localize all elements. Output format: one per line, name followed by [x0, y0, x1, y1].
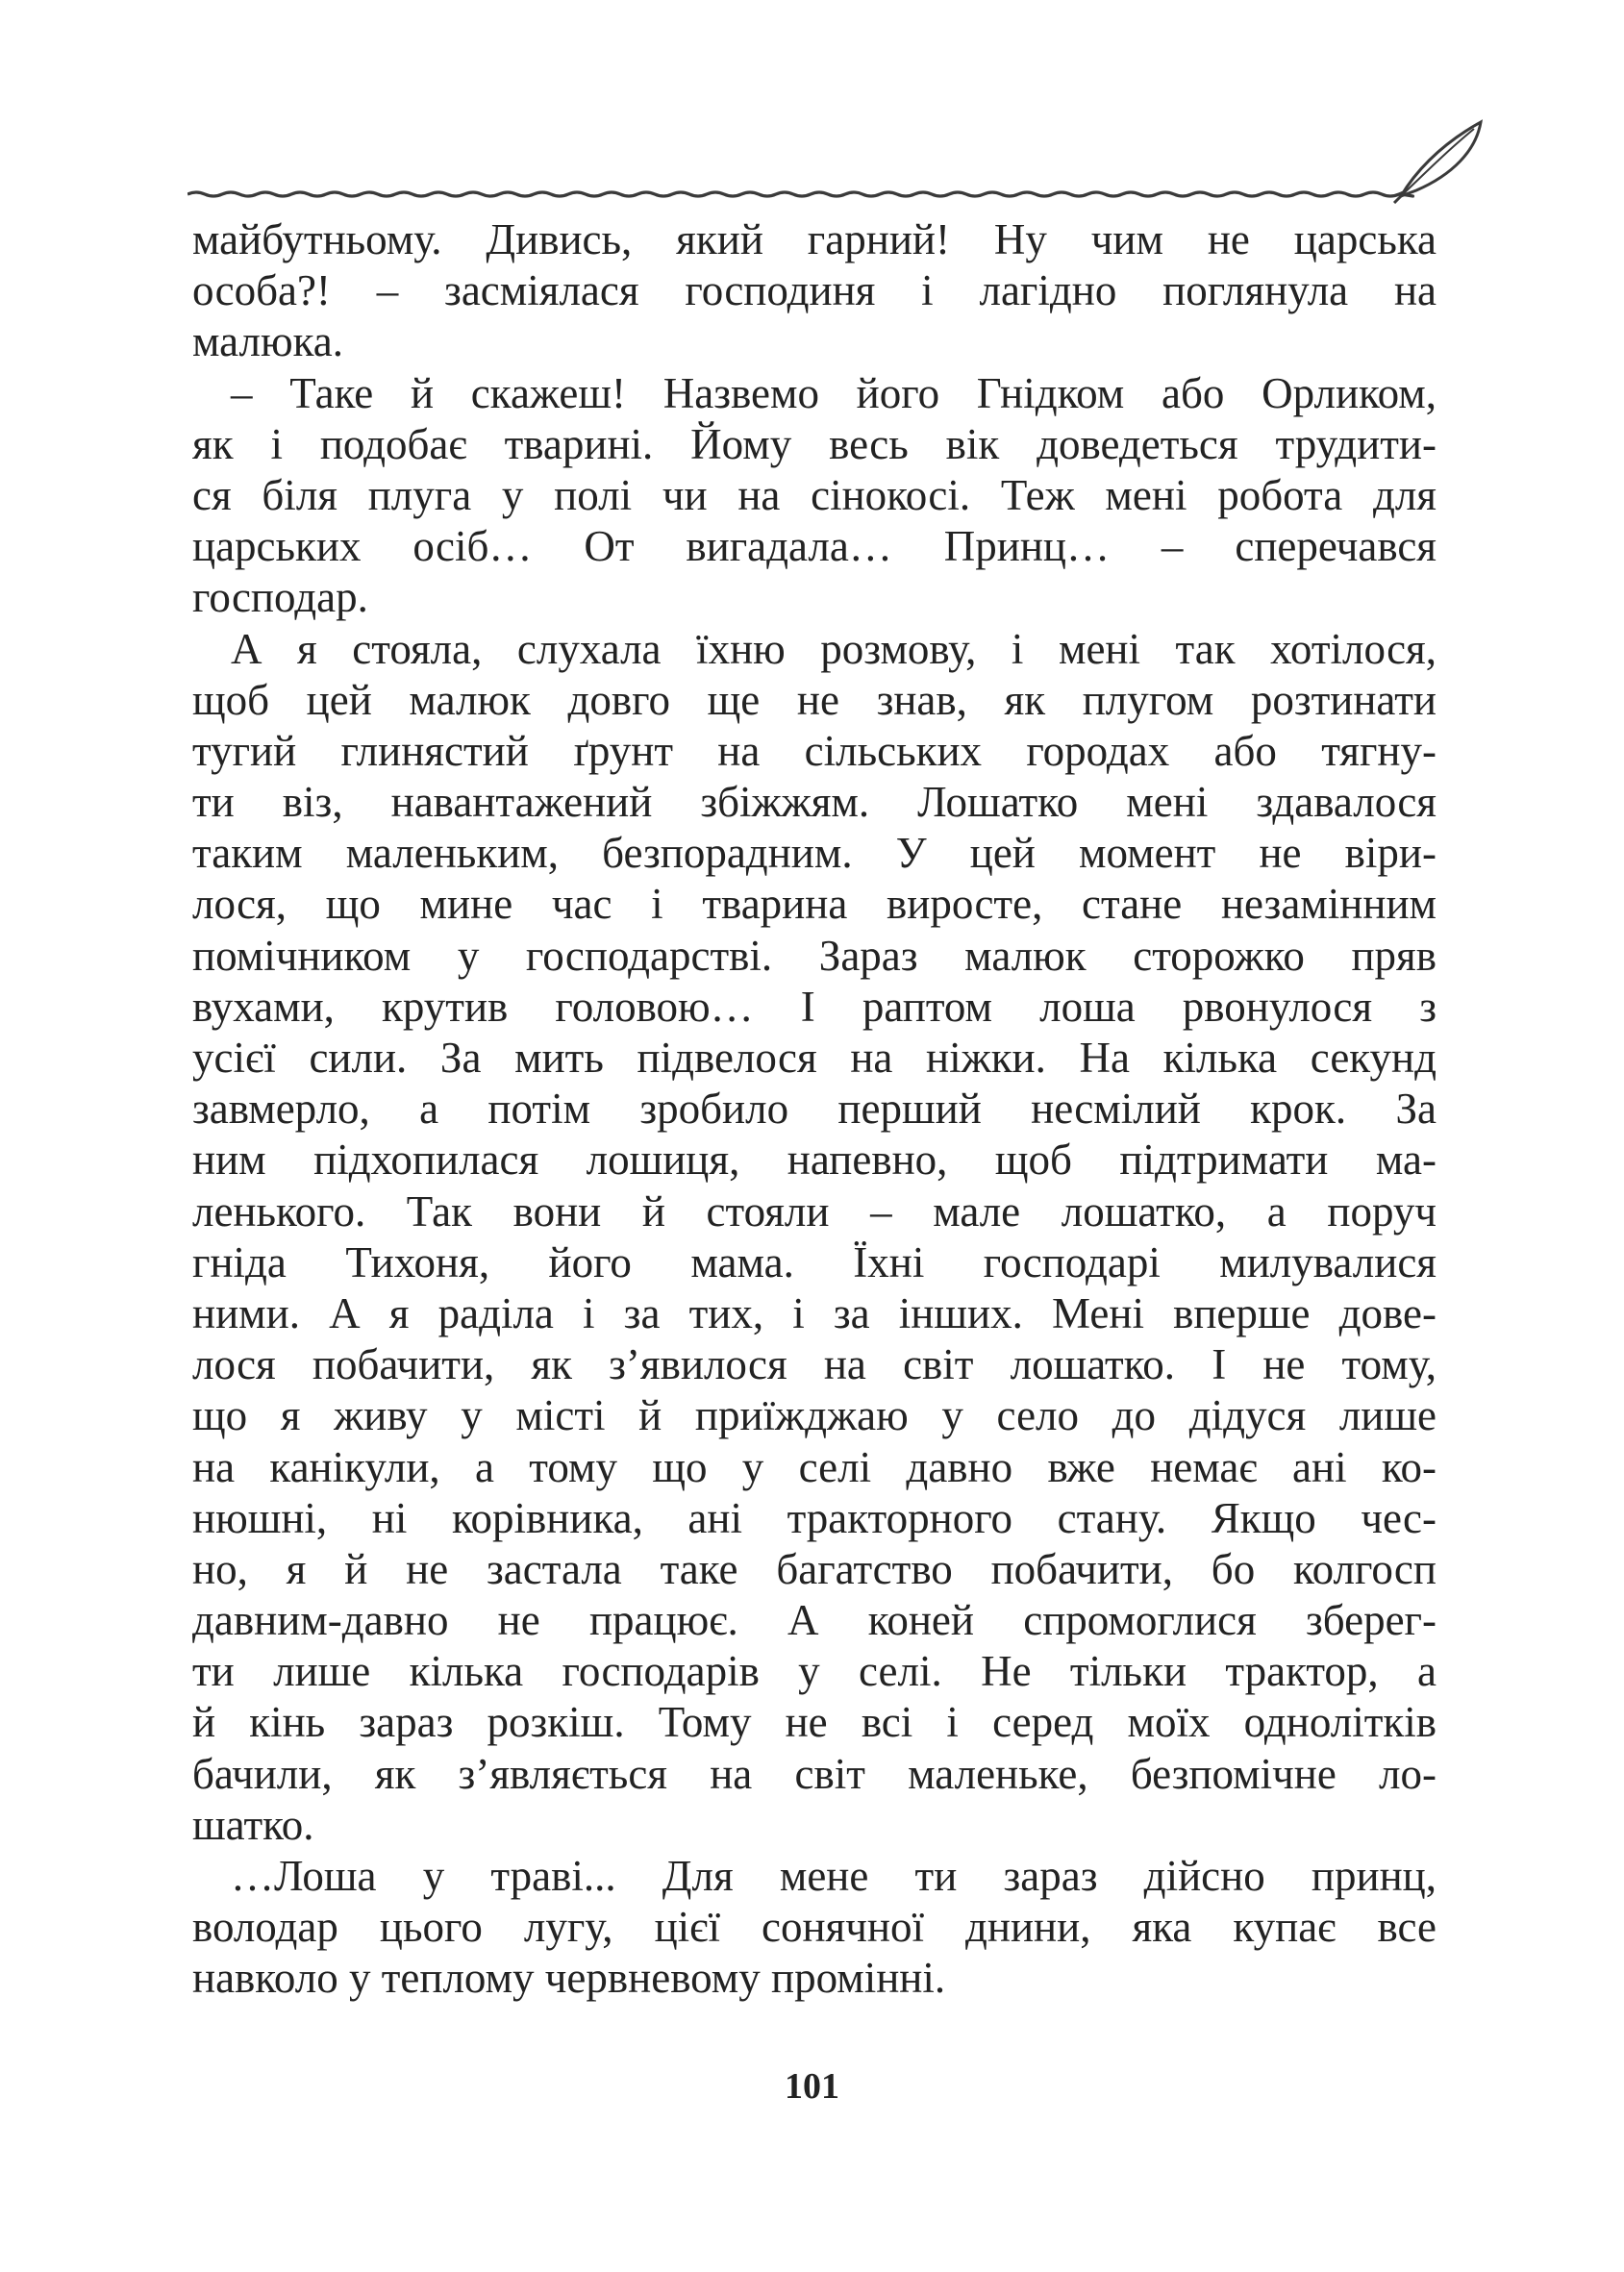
text-line: усієї сили. За мить підвелося на ніжки. На кілька секунд — [192, 1034, 1437, 1082]
text-line: лося, що мине час і тварина виросте, стане незамінним — [192, 880, 1437, 929]
text-line: бачили, як з’являється на світ маленьке, безпомічне ло- — [192, 1749, 1437, 1798]
body-text — [192, 214, 1437, 2005]
text-line: й кінь зараз розкіш. Тому не всі і серед моїх однолітків — [192, 1698, 1437, 1747]
text-line: помічником у господарстві. Зараз малюк сторожко пряв — [192, 931, 1437, 980]
text-line: тугий глинястий ґрунт на сільських городах або тягну- — [192, 726, 1437, 775]
text-line: що я живу у місті й приїжджаю у село до дідуся лише — [192, 1391, 1437, 1440]
text-line: володар цього лугу, цієї сонячної днини, яка купає все — [192, 1903, 1437, 1952]
text-line: но, я й не застала таке багатство побачити, бо колгосп — [192, 1544, 1437, 1593]
text-line: ся біля плуга у полі чи на сінокосі. Теж мені робота для — [192, 470, 1437, 519]
text-line: ти віз, навантажений збіжжям. Лошатко мені здавалося — [192, 778, 1437, 827]
text-line: лося побачити, як з’явилося на світ лошатко. І не тому, — [192, 1340, 1437, 1389]
text-line: як і подобає тварині. Йому весь вік доведеться трудити- — [192, 419, 1437, 468]
wavy-line — [187, 192, 1413, 196]
text-line: гніда Тихоня, його мама. Їхні господарі милувалися — [192, 1237, 1437, 1286]
text-line: навколо у теплому червневому промінні. — [192, 1954, 946, 2003]
text-line: таким маленьким, безпорадним. У цей момент не віри- — [192, 829, 1437, 878]
text-line: давним-давно не працює. А коней спромоглися зберег- — [192, 1596, 1437, 1645]
text-line: щоб цей малюк довго ще не знав, як плугом розтинати — [192, 675, 1437, 724]
text-line: …Лоша у траві... Для мене ти зараз дійсно принц, — [231, 1852, 1437, 1900]
page-number: 101 — [785, 2066, 839, 2107]
text-line: ними. А я раділа і за тих, і за інших. Мені вперше дове- — [192, 1288, 1437, 1337]
text-line: нюшні, ні корівника, ані тракторного стану. Якщо чес- — [192, 1493, 1437, 1542]
feather-quill-icon — [1394, 122, 1481, 203]
text-line: ти лише кілька господарів у селі. Не тільки трактор, а — [192, 1647, 1437, 1696]
paragraph — [192, 1851, 1437, 2005]
text-line: господар. — [192, 573, 368, 622]
text-line: ленького. Так вони й стояли – мале лошатко, а поруч — [192, 1186, 1437, 1236]
text-line: вухами, крутив головою… І раптом лоша рвонулося з — [192, 982, 1437, 1031]
text-line: малюка. — [192, 317, 344, 366]
paragraph — [192, 624, 1437, 1852]
text-line: – Таке й скажеш! Назвемо його Гнідком або Орликом, — [231, 368, 1437, 417]
text-line: особа?! – засміялася господиня і лагідно поглянула на — [192, 266, 1437, 315]
text-line: на канікули, а тому що у селі давно вже немає ані ко- — [192, 1442, 1437, 1491]
text-line: ним підхопилася лошиця, напевно, щоб підтримати ма- — [192, 1136, 1437, 1185]
paragraph — [192, 214, 1437, 368]
paragraph — [192, 368, 1437, 624]
text-line: А я стояла, слухала їхню розмову, і мені так хотілося, — [231, 624, 1437, 673]
text-line: завмерло, а потім зробило перший несмілий крок. За — [192, 1085, 1437, 1134]
text-line: майбутньому. Дивись, який гарний! Ну чим не царська — [192, 215, 1437, 263]
text-line: царських осіб… От вигадала… Принц… – сперечався — [192, 522, 1437, 571]
text-line: шатко. — [192, 1800, 314, 1849]
header-wave-ornament — [187, 108, 1495, 204]
